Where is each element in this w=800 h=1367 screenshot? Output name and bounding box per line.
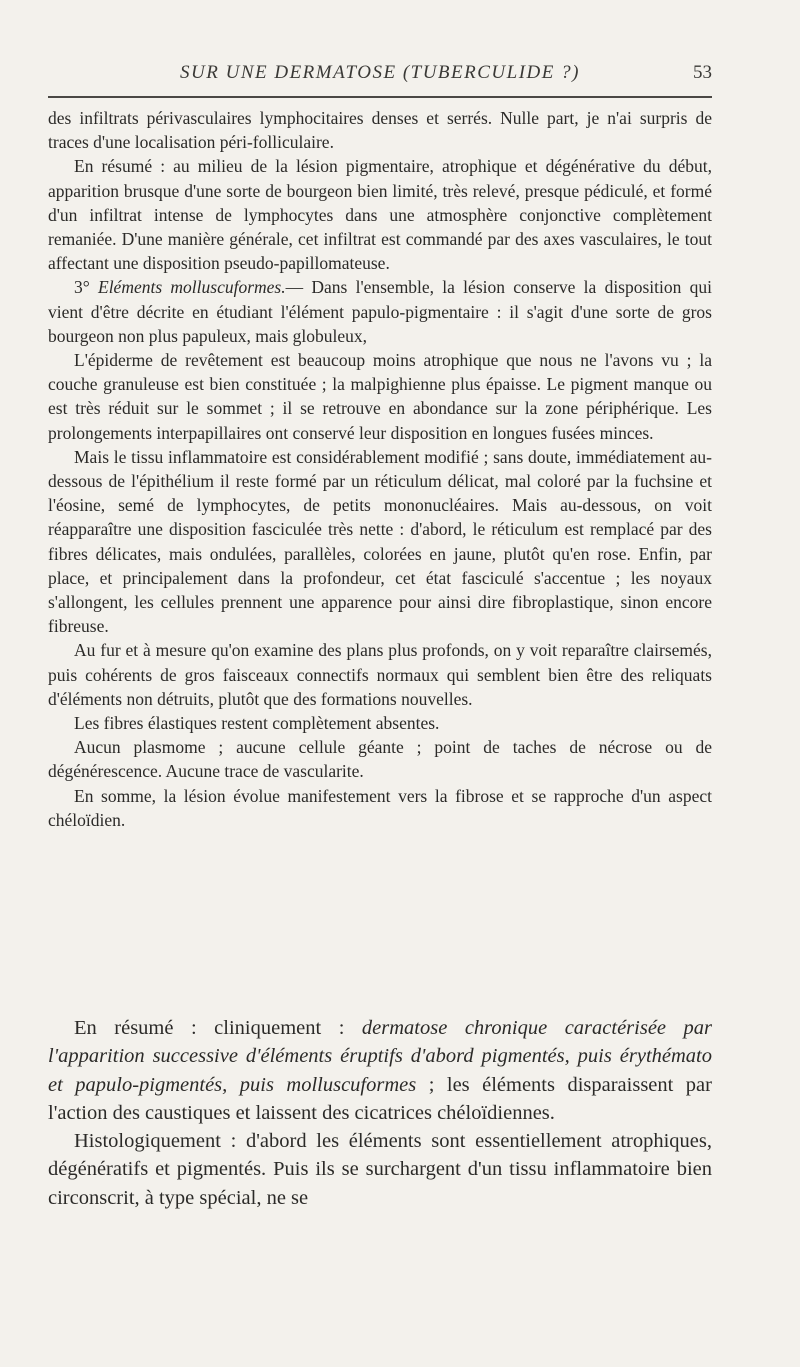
paragraph: En résumé : au milieu de la lésion pigmentaire, atrophique et dégénérative du début, apparition brusque d'une sorte de bourgeon bien limité, très relevé, presque pédiculé, et formé d'un infiltrat intense de lymphocytes dans une atmosphère conjonctive complètement remaniée. D'une manière générale, cet infiltrat est commandé par des axes vasculaires, le tout affectant une disposition pseudo-papillomateuse. <box>48 156 712 274</box>
paragraph: des infiltrats périvasculaires lymphocitaires denses et serrés. Nulle part, je n'ai surpris de traces d'une localisation péri-folliculaire. <box>48 108 712 153</box>
paragraph: Les fibres élastiques restent complètement absentes. <box>74 713 440 734</box>
section-text: — Dans l'ensemble, la lésion conserve la disposition qui vient d'être décrite en étudiant l'élément papulo-pigmentaire : il s'agit d'une sorte de gros bourgeon non plus papuleux, mais globuleux, <box>48 277 712 346</box>
summary-paragraph <box>48 1014 712 1127</box>
main-text <box>48 106 712 832</box>
page-number: 53 <box>693 62 712 83</box>
paragraph-section-3 <box>48 275 712 348</box>
summary-italic: dermatose chronique caractérisée par l'apparition successive d'éléments éruptifs d'abord pigmentés, puis érythémato et papulo-pigmentés, puis molluscuformes <box>48 1017 712 1096</box>
paragraph: Aucun plasmome ; aucune cellule géante ; point de taches de nécrose ou de dégénérescence. Aucune trace de vascularite. <box>48 737 712 782</box>
summary-paragraph: Histologiquement : d'abord les éléments sont essentiellement atrophiques, dégénératifs et pigmentés. Puis ils se surchargent d'un tissu inflammatoire bien circonscrit, à type spécial, ne se <box>48 1130 712 1209</box>
header-rule <box>48 96 712 98</box>
summary-rest: ; les éléments disparaissent par l'action des caustiques et laissent des cicatrices chéloïdiennes. <box>48 1073 712 1124</box>
paragraph: Au fur et à mesure qu'on examine des plans plus profonds, on y voit reparaître clairsemés, puis cohérents de gros faisceaux connectifs normaux qui semblent bien être des reliquats d'éléments non détruits, plutôt que des formations nouvelles. <box>48 640 712 709</box>
paragraph: L'épiderme de revêtement est beaucoup moins atrophique que nous ne l'avons vu ; la couche granuleuse est bien constituée ; la malpighienne plus épaisse. Le pigment manque ou est très réduit sur le sommet ; il se retrouve en abondance sur la zone périphérique. Les prolongements interpapillaires ont conservé leur disposition en longues fusées minces. <box>48 350 712 443</box>
summary-lead: En résumé : cliniquement : <box>74 1017 362 1039</box>
summary-text <box>48 1014 712 1212</box>
section-title: Eléments molluscuformes. <box>98 277 286 298</box>
section-number: 3° <box>74 277 98 298</box>
paragraph: Mais le tissu inflammatoire est considérablement modifié ; sans doute, immédiatement au-dessous de l'épithélium il reste formé par un réticulum délicat, mal coloré par la fuchsine et l'éosine, semé de lymphocytes, de petits mononucléaires. Mais au-dessous, on voit réapparaître une disposition fasciculée très nette : d'abord, le réticulum est remplacé par des fibres délicates, mais ondulées, parallèles, colorées en jaune, plutôt qu'en rose. Enfin, par place, et principalement dans la profondeur, cet état fasciculé s'accentue ; les noyaux s'allongent, les cellules prennent une apparence pour ainsi dire fibroplastique, sinon encore fibreuse. <box>48 446 712 637</box>
running-title: SUR UNE DERMATOSE (TUBERCULIDE ?) <box>180 62 580 83</box>
page-header <box>48 62 712 92</box>
paragraph: En somme, la lésion évolue manifestement vers la fibrose et se rapproche d'un aspect chéloïdien. <box>48 785 712 830</box>
